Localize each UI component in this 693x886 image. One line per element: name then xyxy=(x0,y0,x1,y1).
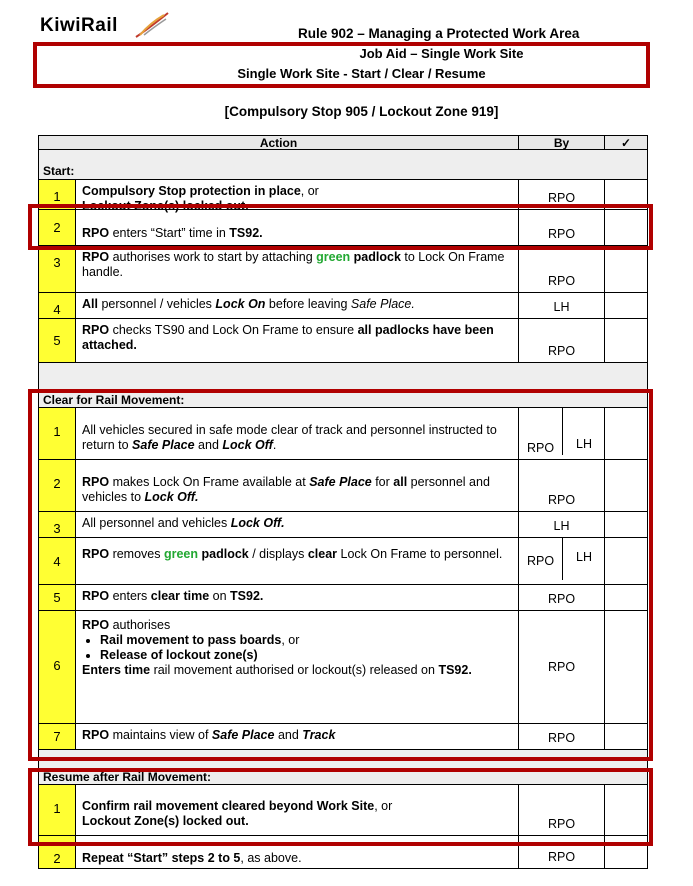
step-by: RPO xyxy=(518,210,604,245)
step-number: 4 xyxy=(39,538,75,584)
step-action: RPO checks TS90 and Lock On Frame to ensure all padlocks have been attached. xyxy=(75,319,518,362)
step-number: 1 xyxy=(39,785,75,835)
resume-step1-highlight-box xyxy=(28,768,653,846)
step-action: RPO makes Lock On Frame available at Safe Place for all personnel and vehicles to Lock Off. xyxy=(75,460,518,511)
step-action: Confirm rail movement cleared beyond Work Site, or Lockout Zone(s) locked out. xyxy=(75,785,518,835)
clear-section-label: Clear for Rail Movement: xyxy=(43,393,185,407)
resume-section-label: Resume after Rail Movement: xyxy=(43,770,212,784)
step-number: 6 xyxy=(39,611,75,723)
step-by: RPO xyxy=(518,180,604,209)
step-by: RPO xyxy=(518,246,604,292)
step-number: 3 xyxy=(39,246,75,292)
step-number: 2 xyxy=(39,836,75,868)
step-number: 4 xyxy=(39,293,75,318)
step-number: 1 xyxy=(39,408,75,459)
table-row xyxy=(38,246,648,293)
step-by: RPO xyxy=(518,785,604,835)
step-number: 5 xyxy=(39,585,75,610)
procedure-title: Single Work Site - Start / Clear / Resume xyxy=(237,66,486,81)
step-action: RPO enters “Start” time in TS92. xyxy=(75,210,518,245)
logo-text: KiwiRail xyxy=(40,15,118,36)
fern-icon xyxy=(134,11,170,39)
clear-section-highlight-box xyxy=(28,389,653,761)
step-check xyxy=(604,293,647,318)
step-action: RPO maintains view of Safe Place and Track xyxy=(75,724,518,749)
compulsory-stop-subtitle: [Compulsory Stop 905 / Lockout Zone 919] xyxy=(224,104,499,119)
step-by: RPO xyxy=(518,724,604,749)
step-action: All personnel and vehicles Lock Off. xyxy=(75,512,518,537)
step-action: RPO enters clear time on TS92. xyxy=(75,585,518,610)
tick-column-header: ✓ xyxy=(604,136,647,149)
step-check xyxy=(604,319,647,362)
start-step2-highlight-box xyxy=(28,204,653,250)
step-check xyxy=(604,246,647,292)
table-row xyxy=(38,319,648,363)
step-by: RPO xyxy=(518,836,604,868)
action-column-header: Action xyxy=(259,135,298,150)
table-header-row xyxy=(38,135,648,150)
step-action: Repeat “Start” steps 2 to 5, as above. xyxy=(75,836,518,868)
job-aid-title: Job Aid – Single Work Site xyxy=(359,46,524,61)
step-number: 1 xyxy=(39,180,75,209)
table-row xyxy=(38,293,648,319)
step-by: LH xyxy=(518,512,604,537)
start-section-label: Start: xyxy=(43,164,75,178)
step-by: RPO LH xyxy=(518,538,604,584)
step-action: RPO authorises • Rail movement to pass boards, or • Release of lockout zone(s) Enters time rail movement authorised or lockout(s) released on TS92. xyxy=(75,611,518,723)
step-action: All personnel / vehicles Lock On before leaving Safe Place. xyxy=(75,293,518,318)
step-by: RPO xyxy=(518,319,604,362)
step-number: 2 xyxy=(39,210,75,245)
step-action: Compulsory Stop protection in place, or Lockout Zone(s) locked out. xyxy=(75,180,518,209)
by-column-header: By xyxy=(518,136,604,149)
step-action: RPO removes green padlock / displays clear Lock On Frame to personnel. xyxy=(75,538,518,584)
step-action: All vehicles secured in safe mode clear of track and personnel instructed to return to Safe Place and Lock Off. xyxy=(75,408,518,459)
step-action: RPO authorises work to start by attaching green padlock to Lock On Frame handle. xyxy=(75,246,518,292)
step-number: 2 xyxy=(39,460,75,511)
step-number: 5 xyxy=(39,319,75,362)
section-gap xyxy=(38,363,648,391)
step-number: 7 xyxy=(39,724,75,749)
step-by: RPO xyxy=(518,611,604,723)
kiwirail-logo xyxy=(40,15,118,37)
step-by: RPO xyxy=(518,460,604,511)
step-by: LH xyxy=(518,293,604,318)
step-by: RPO xyxy=(518,585,604,610)
rule-title: Rule 902 – Managing a Protected Work Area xyxy=(298,26,580,41)
start-section-header xyxy=(38,150,648,180)
step-by: RPO LH xyxy=(518,408,604,459)
step-number: 3 xyxy=(39,512,75,537)
